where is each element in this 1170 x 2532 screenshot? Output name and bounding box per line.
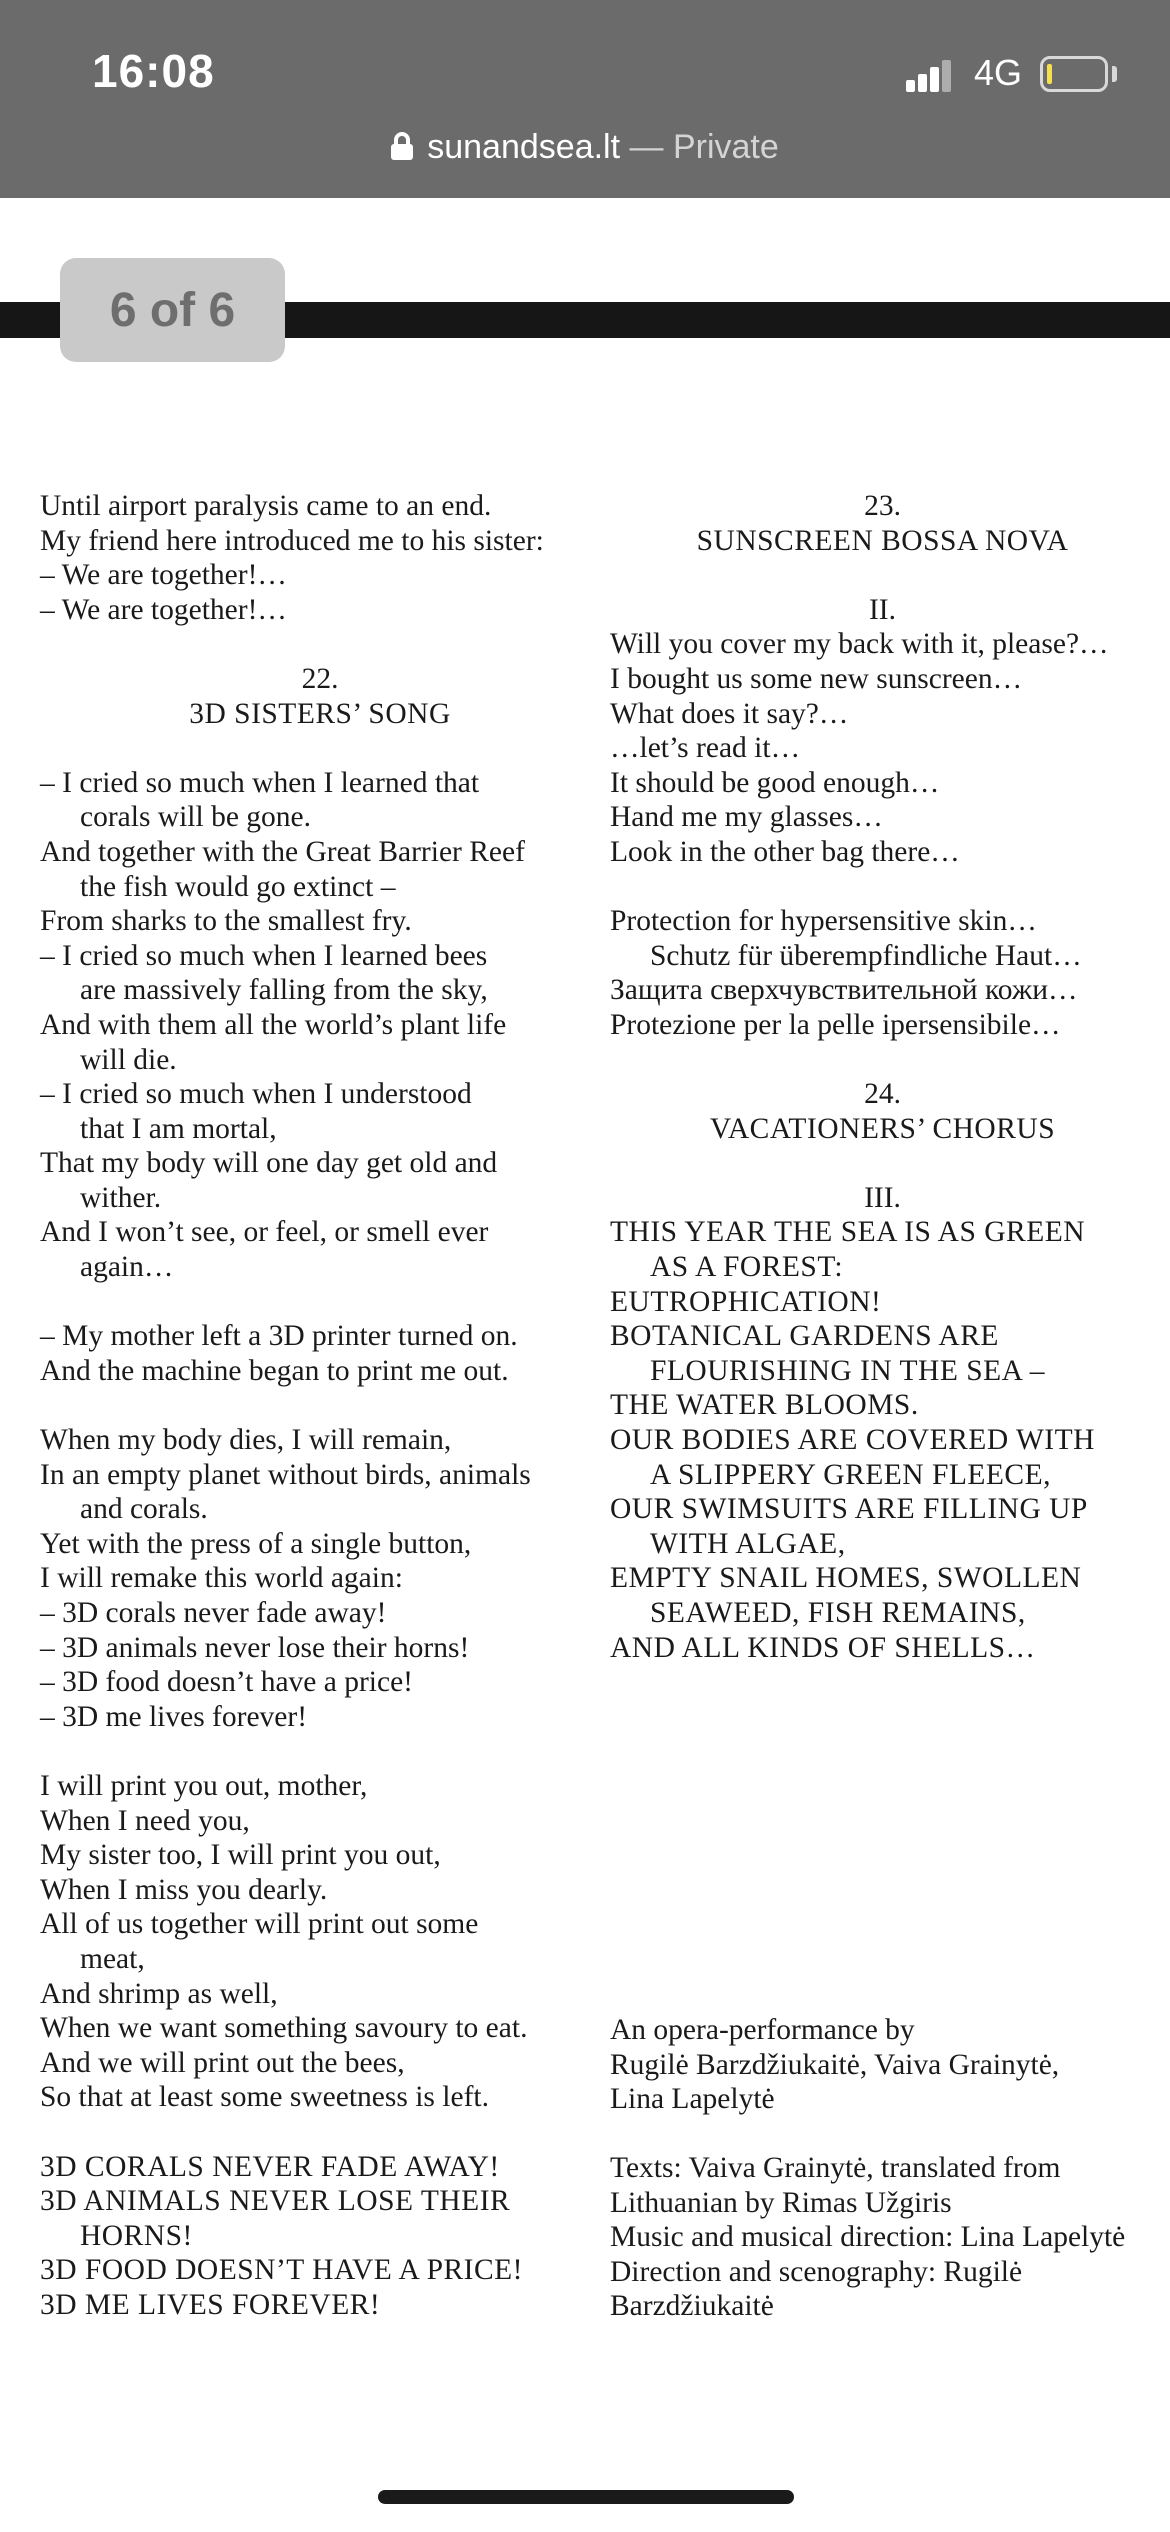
text-line: EMPTY SNAIL HOMES, SWOLLEN [610, 1562, 1082, 1595]
text-line: and corals. [80, 1493, 208, 1526]
address-bar[interactable] [0, 128, 1170, 167]
text-line: – I cried so much when I learned that [40, 766, 480, 799]
text-line: – 3D food doesn’t have a price! [40, 1666, 413, 1699]
page-indicator: 6 of 6 [60, 258, 285, 362]
text-line: THE WATER BLOOMS. [610, 1389, 919, 1422]
text-line: Yet with the press of a single button, [40, 1527, 472, 1560]
text-line: Until airport paralysis came to an end. [40, 490, 492, 522]
text-line: – We are together!… [40, 559, 287, 592]
text-line: When I need you, [40, 1804, 250, 1837]
text-line: – I cried so much when I learned bees [40, 939, 488, 972]
text-line: – We are together!… [40, 593, 287, 626]
text-line: I bought us some new sunscreen… [610, 662, 1023, 695]
text-line: meat, [80, 1942, 145, 1975]
section-title: VACATIONERS’ CHORUS [709, 1112, 1056, 1145]
text-line: 3D FOOD DOESN’T HAVE A PRICE! [40, 2254, 523, 2287]
text-line: WITH ALGAE, [650, 1527, 846, 1560]
text-line: Will you cover my back with it, please?… [610, 628, 1109, 661]
text-line: EUTROPHICATION! [610, 1285, 882, 1318]
text-line: – My mother left a 3D printer turned on. [40, 1320, 518, 1353]
text-line: – 3D corals never fade away! [40, 1597, 387, 1629]
text-line: corals will be gone. [80, 801, 312, 834]
text-line: that I am mortal, [80, 1112, 277, 1145]
text-line: …let’s read it… [610, 732, 801, 765]
text-line: are massively falling from the sky, [80, 974, 488, 1007]
cellular-signal-icon [906, 58, 952, 92]
text-line: And with them all the world’s plant life [40, 1008, 507, 1041]
text-line: Hand me my glasses… [610, 801, 883, 834]
credits-texts [610, 2151, 1125, 2324]
text-line: – I cried so much when I understood [40, 1078, 472, 1111]
text-line: OUR SWIMSUITS ARE FILLING UP [610, 1493, 1088, 1526]
text-line: It should be good enough… [610, 766, 940, 799]
section-part: II. [868, 593, 897, 626]
section-number: 24. [864, 1078, 901, 1111]
text-line: again… [80, 1251, 174, 1284]
text-line: Protezione per la pelle ipersensibile… [610, 1008, 1061, 1041]
credit-line: Lina Lapelytė [610, 2083, 775, 2116]
text-line: SEAWEED, FISH REMAINS, [650, 1597, 1026, 1629]
text-line: When I miss you dearly. [40, 1873, 328, 1906]
credit-line: Texts: Vaiva Grainytė, translated from [610, 2152, 1061, 2184]
text-line: My friend here introduced me to his sister: [40, 524, 544, 557]
text-line: Protection for hypersensitive skin… [610, 905, 1037, 938]
text-line: My sister too, I will print you out, [40, 1839, 441, 1872]
text-line: And shrimp as well, [40, 1977, 278, 2010]
home-indicator[interactable] [378, 2490, 794, 2504]
section-part: III. [864, 1181, 901, 1214]
text-line: I will remake this world again: [40, 1562, 403, 1595]
text-line: 3D CORALS NEVER FADE AWAY! [40, 2150, 500, 2183]
section-number: 23. [864, 490, 901, 522]
url-domain: sunandsea.lt [427, 128, 621, 166]
text-line: From sharks to the smallest fry. [40, 905, 412, 938]
text-line: So that at least some sweetness is left. [40, 2081, 489, 2114]
text-line: – 3D me lives forever! [40, 1700, 308, 1733]
text-line: THIS YEAR THE SEA IS AS GREEN [610, 1216, 1086, 1249]
status-time: 16:08 [92, 45, 215, 97]
text-line: BOTANICAL GARDENS ARE [610, 1320, 999, 1353]
right-column [610, 489, 1155, 1665]
text-line: 3D ANIMALS NEVER LOSE THEIR [40, 2185, 511, 2218]
text-line: HORNS! [80, 2219, 193, 2252]
text-line: That my body will one day get old and [40, 1147, 498, 1180]
text-line: When my body dies, I will remain, [40, 1424, 452, 1457]
lock-icon [391, 132, 413, 160]
private-mode-label: — Private [620, 128, 779, 166]
text-line: AS A FOREST: [650, 1251, 844, 1284]
network-type: 4G [974, 52, 1023, 93]
credit-line: Barzdžiukaitė [610, 2290, 774, 2323]
text-line: wither. [80, 1181, 162, 1214]
section-number: 22. [301, 662, 339, 695]
status-bar [0, 0, 1170, 198]
text-line: AND ALL KINDS OF SHELLS… [610, 1631, 1036, 1664]
text-line: And we will print out the bees, [40, 2046, 405, 2079]
text-line: Schutz für überempfindliche Haut… [650, 939, 1082, 972]
credit-line: Rugilė Barzdžiukaitė, Vaiva Grainytė, [610, 2048, 1060, 2081]
text-line: FLOURISHING IN THE SEA – [650, 1354, 1045, 1387]
text-line: And I won’t see, or feel, or smell ever [40, 1216, 489, 1249]
text-line: In an empty planet without birds, animals [40, 1458, 531, 1491]
credit-line: Lithuanian by Rimas Užgiris [610, 2186, 952, 2219]
credit-line: An opera-performance by [610, 2014, 915, 2046]
text-line: the fish would go extinct – [80, 870, 396, 903]
text-line: A SLIPPERY GREEN FLEECE, [650, 1458, 1052, 1491]
text-line: When we want something savoury to eat. [40, 2012, 528, 2045]
text-line: And together with the Great Barrier Reef [40, 835, 525, 868]
section-title: SUNSCREEN BOSSA NOVA [696, 524, 1069, 557]
left-column [40, 489, 600, 2322]
text-line: And the machine began to print me out. [40, 1354, 509, 1387]
text-line: 3D ME LIVES FOREVER! [40, 2288, 381, 2321]
text-line: Защита сверхчувствительной кожи… [610, 974, 1078, 1007]
credits-performance [610, 2013, 1059, 2117]
battery-icon [1040, 56, 1108, 92]
credit-line: Direction and scenography: Rugilė [610, 2255, 1023, 2288]
credit-line: Music and musical direction: Lina Lapelytė [610, 2221, 1126, 2254]
battery-cap [1112, 66, 1117, 82]
text-line: I will print you out, mother, [40, 1769, 368, 1802]
text-line: OUR BODIES ARE COVERED WITH [610, 1424, 1095, 1457]
text-line: Look in the other bag there… [610, 835, 960, 868]
text-line: All of us together will print out some [40, 1908, 479, 1941]
text-line: will die. [80, 1043, 177, 1076]
text-line: What does it say?… [610, 697, 849, 730]
text-line: – 3D animals never lose their horns! [40, 1631, 470, 1664]
section-title: 3D SISTERS’ SONG [189, 697, 451, 730]
